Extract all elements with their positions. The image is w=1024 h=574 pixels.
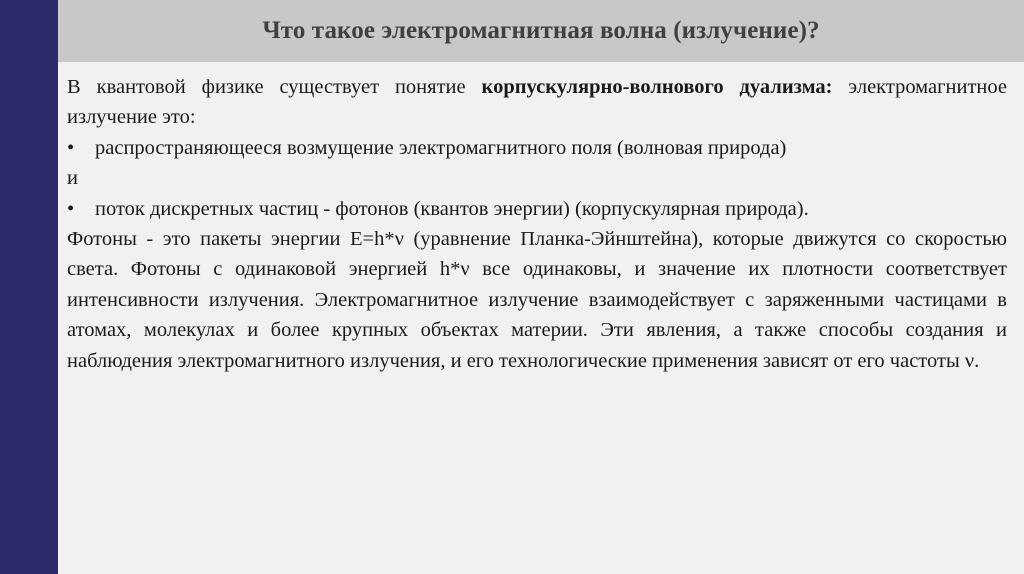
intro-tail: электромагнитное излучение это:: [67, 76, 1007, 129]
bullet-icon: •: [67, 197, 75, 220]
bullet-text-particle: поток дискретных частиц - фотонов (квантов энергии) (корпускулярная природа).: [95, 197, 809, 220]
bullet-text-wave: распространяющееся возмущение электромагнитного поля (волновая природа): [95, 136, 787, 159]
body-paragraph: Фотоны - это пакеты энергии E=h*ν (уравнение Планка-Эйнштейна), которые движутся со скоростью света. Фотоны с одинаковой энергией h*ν все одинаковы, и значение их плотности соответствует интенсивности излучения. Электромагнитное излучение взаимодействует с заряженными частицами в атомах, молекулах и более крупных объектах материи. Эти явления, а также способы создания и наблюдения электромагнитного излучения, и его технологические применения зависят от его частоты ν.: [67, 228, 1007, 372]
intro-lead: В квантовой физике существует понятие: [67, 76, 466, 98]
left-accent-bar: [0, 0, 58, 574]
slide-title: Что такое электромагнитная волна (излучение)?: [262, 17, 820, 44]
intro-bold-term: корпускулярно-волнового дуализма:: [481, 76, 833, 98]
bullet-item-particle: [67, 194, 1007, 224]
slide-body: [67, 72, 1007, 376]
bullet-item-wave: [67, 133, 1007, 163]
title-band: [58, 0, 1024, 62]
intro-paragraph: [67, 72, 1007, 133]
bullet-icon: •: [67, 136, 75, 159]
connector-text: и: [67, 167, 78, 190]
